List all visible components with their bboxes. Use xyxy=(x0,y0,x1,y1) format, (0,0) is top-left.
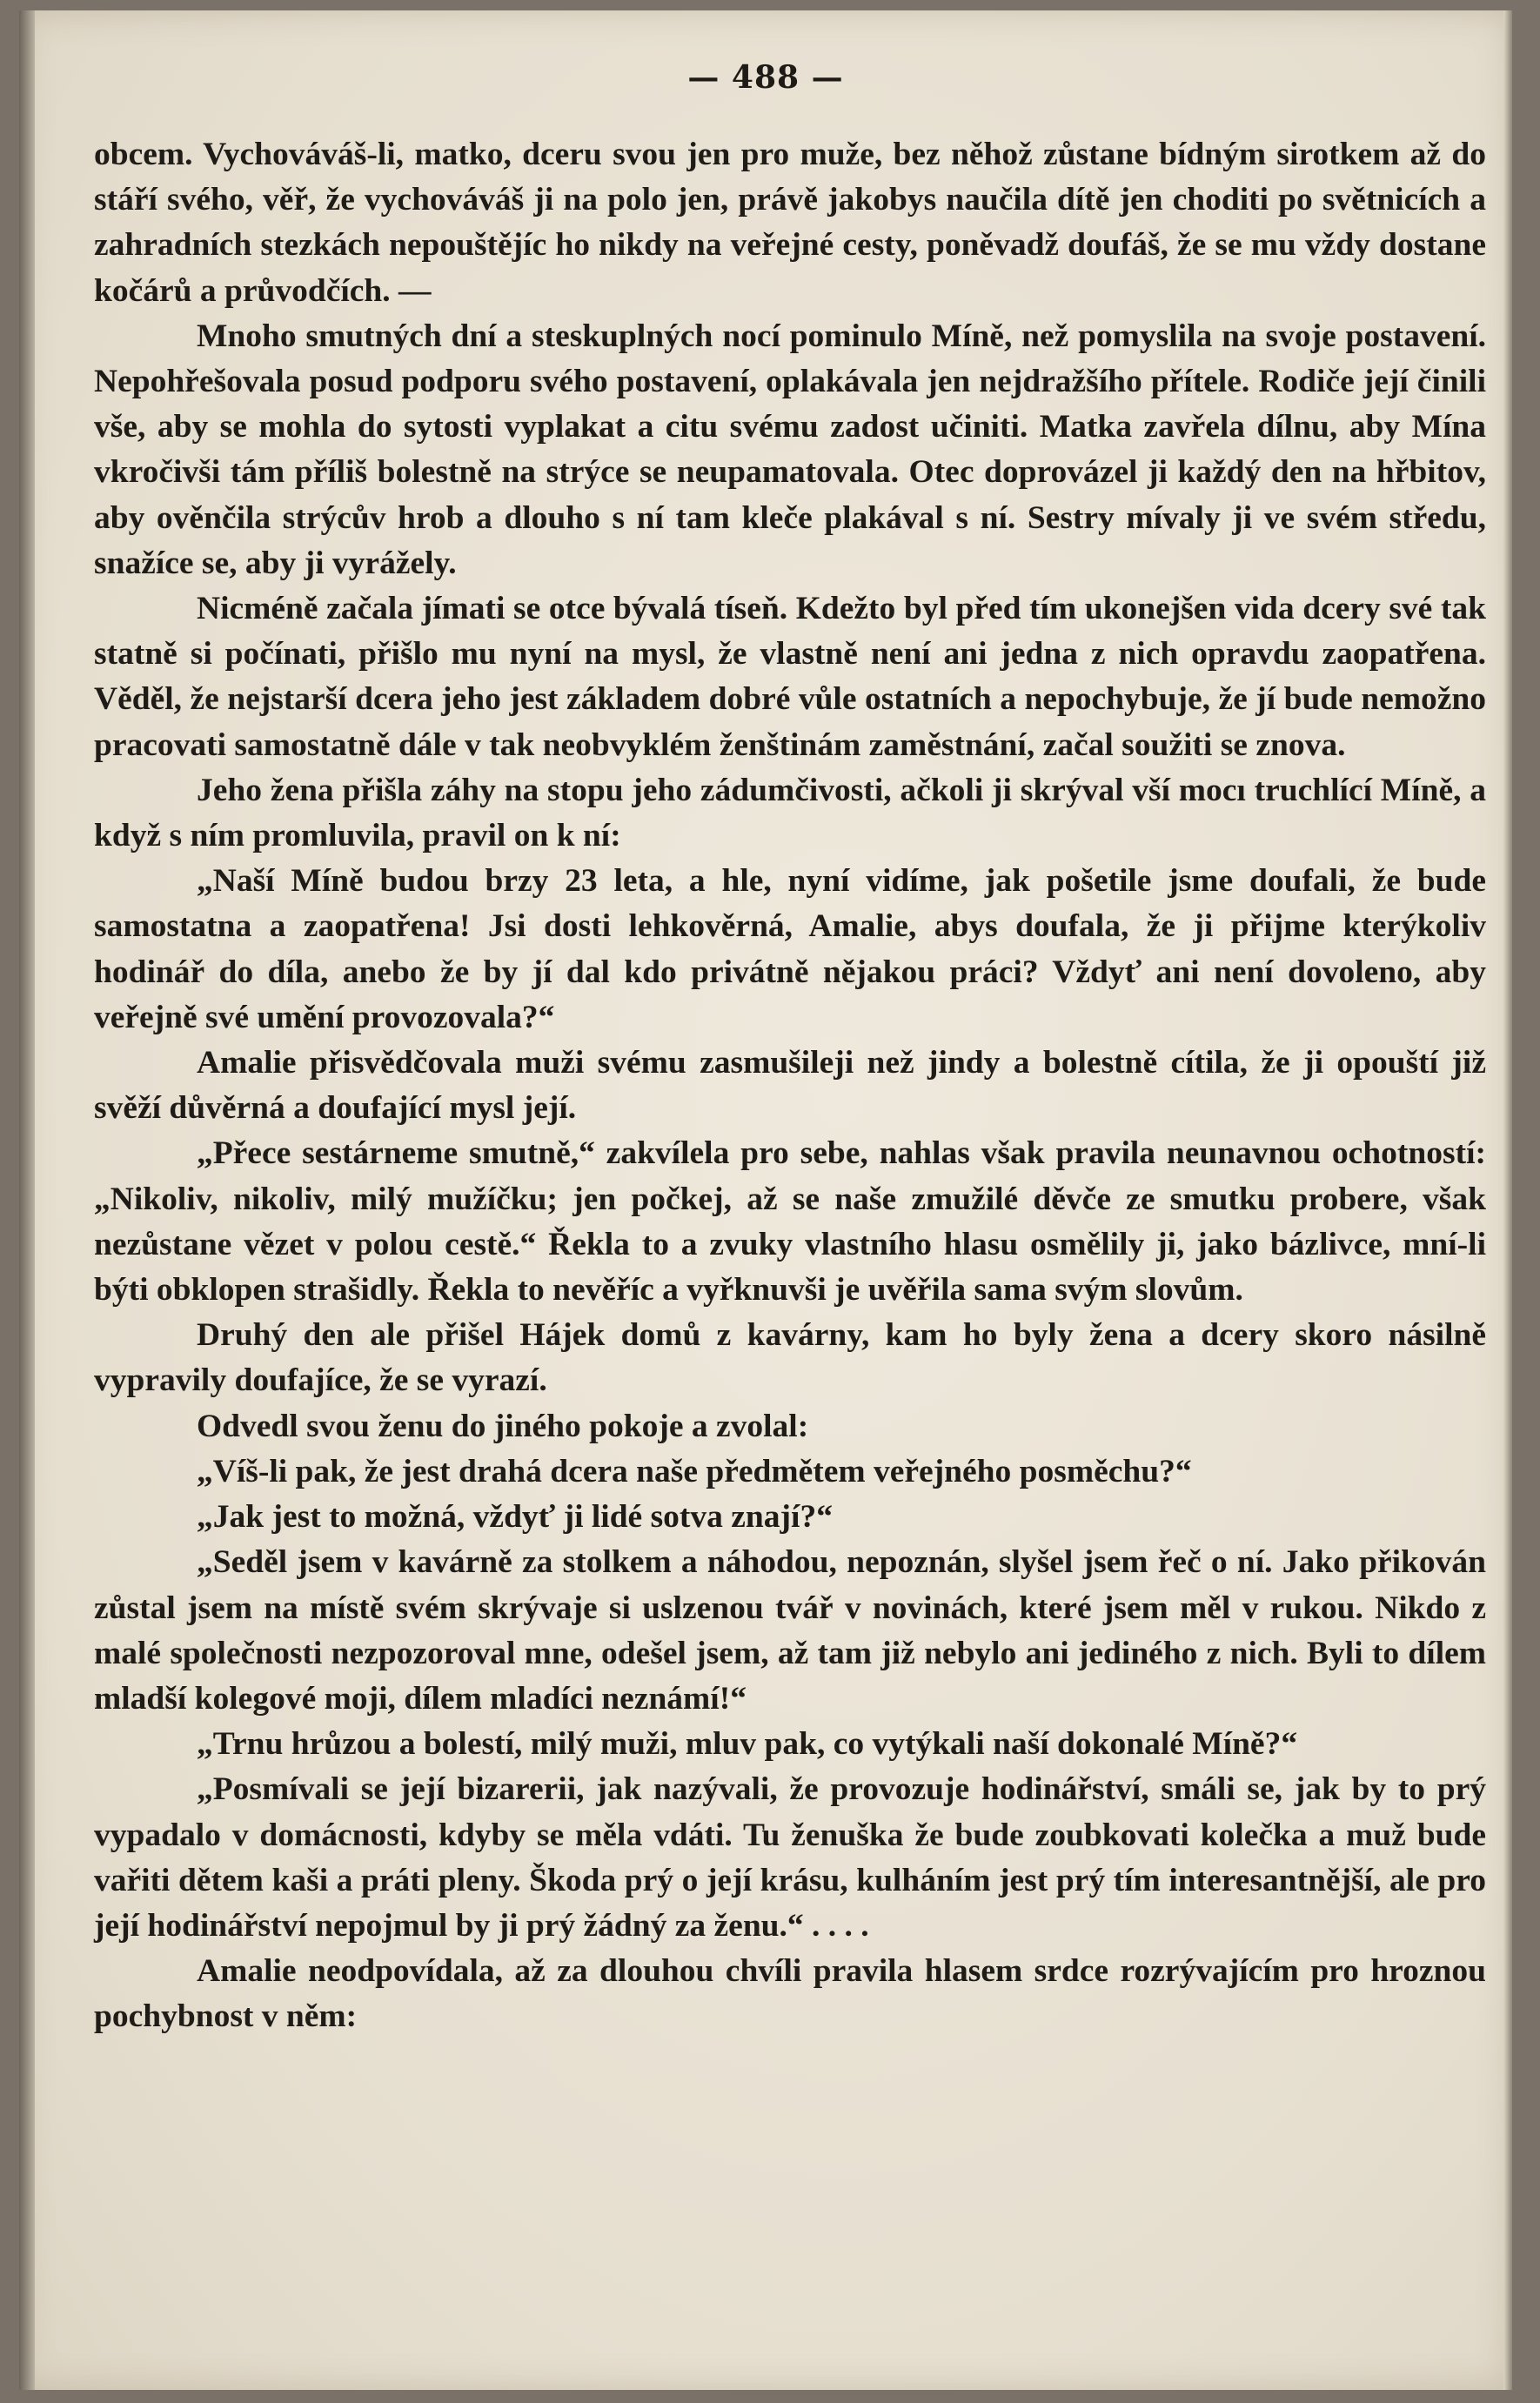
paragraph: „Víš-li pak, že jest drahá dcera naše předmětem veřejného posměchu?“ xyxy=(197,1453,1192,1489)
paragraph: „Naší Míně budou brzy 23 leta, a hle, nyní vidíme, jak pošetile jsme doufali, že bude samostatna a zaopatřena! Jsi dosti lehkověrná, Amalie, abys doufala, že ji přijme kterýkoliv hodinář do díla, anebo že by jí dal kdo privátně nějakou práci? Vždyť ani není dovoleno, aby veřejně své umění provozovala?“ xyxy=(94,863,1486,1035)
paragraph: „Jak jest to možná, vždyť ji lidé sotva znají?“ xyxy=(197,1499,833,1536)
paragraph: „Trnu hrůzou a bolestí, milý muži, mluv pak, co vytýkali naší dokonalé Míně?“ xyxy=(197,1726,1298,1763)
paragraph: Nicméně začala jímati se otce bývalá tíseň. Kdežto byl před tím ukonejšen vida dcery své tak statně si počínati, přišlo mu nyní na mysl, že vlastně není ani jedna z nich opravdu zaopatřena. Věděl, že nejstarší dcera jeho jest základem dobré vůle ostatních a nepochybuje, že jí bude nemožno pracovati samostatně dále v tak neobvyklém ženštinám zaměstnání, začal soužiti se znova. xyxy=(94,591,1486,763)
paragraph: Amalie neodpovídala, až za dlouhou chvíli pravila hlasem srdce rozrývajícím pro hroznou pochybnost v něm: xyxy=(94,1953,1486,2035)
paragraph: „Seděl jsem v kavárně za stolkem a náhodou, nepoznán, slyšel jsem řeč o ní. Jako přikován zůstal jsem na místě svém skrývaje si uslzenou tvář v novinách, které jsem měl v rukou. Nikdo z malé společnosti nezpozoroval mne, odešel jsem, až tam již nebylo ani jediného z nich. Byli to dílem mladší kolegové moji, dílem mladíci neznámí!“ xyxy=(94,1544,1486,1717)
page-number: — 488 — xyxy=(687,59,844,96)
paragraph: Mnoho smutných dní a steskuplných nocí pominulo Míně, než pomyslila na svoje postavení. Nepohřešovala posud podporu svého postavení, oplakávala jen nejdražšího přítele. Rodiče její činili vše, aby se mohla do sytosti vyplakat a citu svému zadost učiniti. Matka zavřela dílnu, aby Mína vkročivši tám příliš bolestně na strýce se neupamatovala. Otec doprovázel ji každý den na hřbitov, aby ověnčila strýcův hrob a dlouho s ní tam kleče plakával s ní. Sestry mívaly ji ve svém středu, snažíce se, aby ji vyrážely. xyxy=(94,318,1486,581)
page-edge xyxy=(1503,10,1512,2390)
scanned-page xyxy=(19,10,1512,2390)
paragraph: „Přece sestárneme smutně,“ zakvílela pro sebe, nahlas však pravila neunavnou ochotností: „Nikoliv, nikoliv, milý mužíčku; jen počkej, až se naše zmužilé děvče ze smutku probere, však nezůstane vězet v polou cestě.“ Řekla to a zvuky vlastního hlasu osmělily ji, jako bázlivce, mní-li býti obklopen strašidly. Řekla to nevěříc a vyřknuvši je uvěřila sama svým slovům. xyxy=(94,1135,1486,1309)
paragraph: obcem. Vychováváš-li, matko, dceru svou jen pro muže, bez něhož zůstane bídným sirotkem až do stáří svého, věř, že vychováváš ji na polo jen, právě jakobys naučila dítě jen choditi po světnicích a zahradních stezkách nepouštějíc ho nikdy na veřejné cesty, poněvadž doufáš, že se mu vždy dostane kočárů a průvodčích. — xyxy=(94,137,1486,309)
body-text xyxy=(94,132,1486,2040)
paragraph: Amalie přisvědčovala muži svému zasmušileji než jindy a bolestně cítila, že ji opouští již svěží důvěrná a doufající mysl její. xyxy=(94,1045,1486,1127)
paragraph: „Posmívali se její bizarerii, jak nazývali, že provozuje hodinářství, smáli se, jak by to prý vypadalo v domácnosti, kdyby se měla vdáti. Tu ženuška že bude zoubkovati kolečka a muž bude vařiti dětem kaši a práti pleny. Škoda prý o její krásu, kulháním jest prý tím interesantnější, ale pro její hodinářství nepojmul by ji prý žádný za ženu.“ . . . . xyxy=(94,1771,1486,1944)
paragraph: Jeho žena přišla záhy na stopu jeho zádumčivosti, ačkoli ji skrýval vší mocı truchlící Míně, a když s ním promluvila, pravil on k ní: xyxy=(94,772,1486,854)
paragraph: Odvedl svou ženu do jiného pokoje a zvolal: xyxy=(197,1408,809,1444)
paragraph: Druhý den ale přišel Hájek domů z kavárny, kam ho byly žena a dcery skoro násilně vypravily doufajíce, že se vyrazí. xyxy=(94,1317,1486,1399)
binding-shadow xyxy=(19,10,35,2390)
